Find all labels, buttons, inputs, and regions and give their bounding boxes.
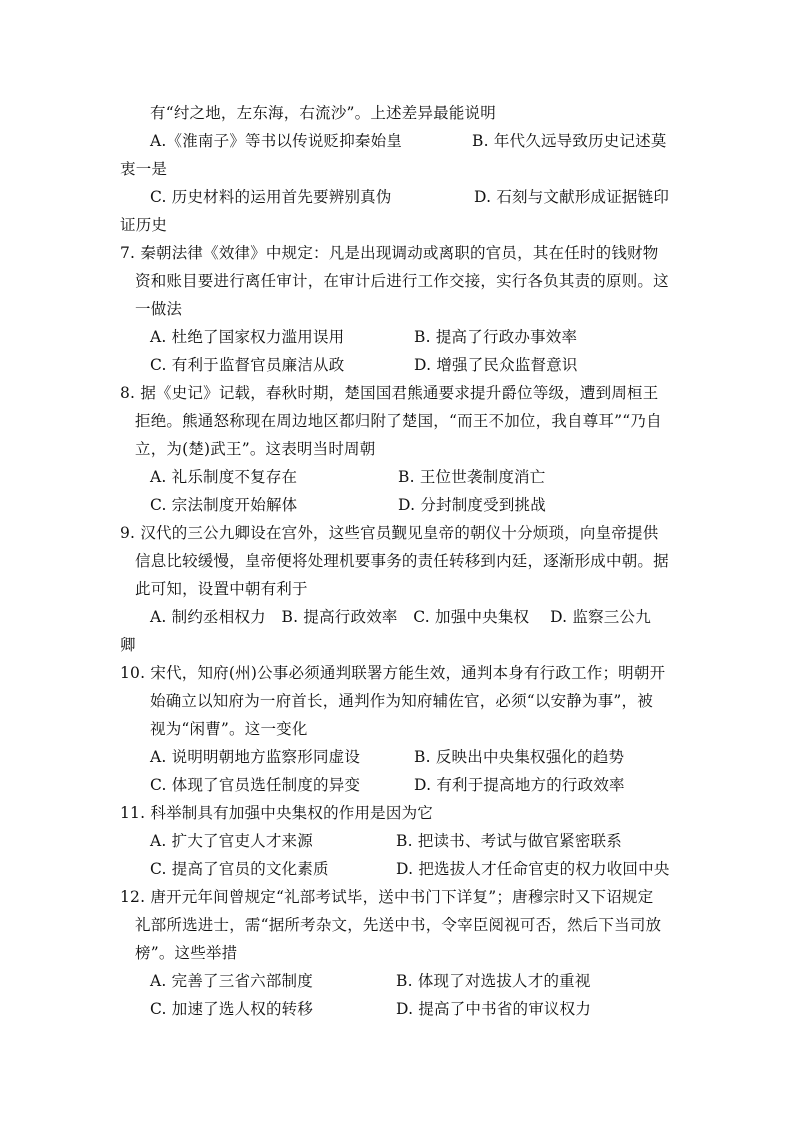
q6-option-d-wrap: 证历史 (120, 216, 168, 234)
q6-option-b: B. 年代久远导致历史记述莫 (472, 132, 667, 150)
q12-option-d: D. 提高了中书省的审议权力 (396, 1000, 592, 1018)
q10-stem-line1: 10. 宋代，知府(州)公事必须通判联署方能生效，通判本身有行政工作；明朝开 (120, 664, 666, 682)
q8-option-c: C. 宗法制度开始解体 (150, 496, 298, 514)
q7-option-b: B. 提高了行政办事效率 (414, 328, 578, 346)
q7-option-c: C. 有利于监督官员廉洁从政 (150, 356, 345, 374)
q10-option-c: C. 体现了官员选任制度的异变 (150, 776, 361, 794)
q6-option-c: C. 历史材料的运用首先要辨别真伪 (150, 188, 392, 206)
q7-option-a: A. 杜绝了国家权力滥用误用 (150, 328, 345, 346)
q6-stem-tail: 有“纣之地，左东海，右流沙”。上述差异最能说明 (150, 104, 496, 122)
q7-stem-line3: 一做法 (135, 300, 183, 318)
q10-option-a: A. 说明明朝地方监察形同虚设 (150, 748, 361, 766)
q9-stem-line2: 信息比较缓慢，皇帝便将处理机要事务的责任转移到内廷，逐渐形成中朝。据 (135, 552, 669, 570)
q7-stem-line1: 7. 秦朝法律《效律》中规定：凡是出现调动或离职的官员，其在任时的钱财物 (120, 244, 659, 262)
q6-option-a: A.《淮南子》等书以传说贬抑秦始皇 (150, 132, 403, 150)
q11-option-a: A. 扩大了官吏人才来源 (150, 832, 313, 850)
q6-option-d: D. 石刻与文献形成证据链印 (474, 188, 670, 206)
q9-stem-line1: 9. 汉代的三公九卿设在宫外，这些官员觐见皇帝的朝仪十分烦琐，向皇帝提供 (120, 524, 659, 542)
q12-stem-line1: 12. 唐开元年间曾规定“礼部考试毕，送中书门下详复”；唐穆宗时又下诏规定 (120, 888, 654, 906)
q12-option-b: B. 体现了对选拔人才的重视 (396, 972, 591, 990)
q12-stem-line2: 礼部所选进士，需“据所考杂文，先送中书，令宰臣阅视可否，然后下当司放 (135, 916, 662, 934)
q8-option-d: D. 分封制度受到挑战 (398, 496, 546, 514)
q11-option-d: D. 把选拔人才任命官吏的权力收回中央 (396, 860, 670, 878)
q8-stem-line3: 立，为(楚)武王”。这表明当时周朝 (135, 440, 376, 458)
q10-stem-line2: 始确立以知府为一府首长，通判作为知府辅佐官，必须“以安静为事”，被 (150, 692, 653, 710)
q8-option-b: B. 王位世袭制度消亡 (398, 468, 546, 486)
q11-option-c: C. 提高了官员的文化素质 (150, 860, 329, 878)
q9-stem-line3: 此可知，设置中朝有利于 (135, 580, 308, 598)
q11-stem-line1: 11. 科举制具有加强中央集权的作用是因为它 (120, 804, 433, 822)
q8-stem-line1: 8. 据《史记》记载，春秋时期，楚国国君熊通要求提升爵位等级，遭到周桓王 (120, 384, 659, 402)
q12-option-c: C. 加速了选人权的转移 (150, 1000, 314, 1018)
q9-option-d-wrap: 卿 (120, 636, 136, 654)
q10-stem-line3: 视为“闲曹”。这一变化 (150, 720, 308, 738)
q8-option-a: A. 礼乐制度不复存在 (150, 468, 298, 486)
q12-stem-line3: 榜”。这些举措 (135, 944, 238, 962)
q10-option-b: B. 反映出中央集权强化的趋势 (414, 748, 625, 766)
q9-options: A. 制约丞相权力 B. 提高行政效率 C. 加强中央集权 D. 监察三公九 (150, 608, 651, 626)
q8-stem-line2: 拒绝。熊通怒称现在周边地区都归附了楚国，“而王不加位，我自尊耳”“乃自 (135, 412, 662, 430)
q11-option-b: B. 把读书、考试与做官紧密联系 (396, 832, 622, 850)
q6-option-b-wrap: 衷一是 (120, 160, 168, 178)
q7-stem-line2: 资和账目要进行离任审计，在审计后进行工作交接，实行各负其责的原则。这 (135, 272, 669, 290)
q10-option-d: D. 有利于提高地方的行政效率 (414, 776, 625, 794)
q12-option-a: A. 完善了三省六部制度 (150, 972, 313, 990)
q7-option-d: D. 增强了民众监督意识 (414, 356, 578, 374)
